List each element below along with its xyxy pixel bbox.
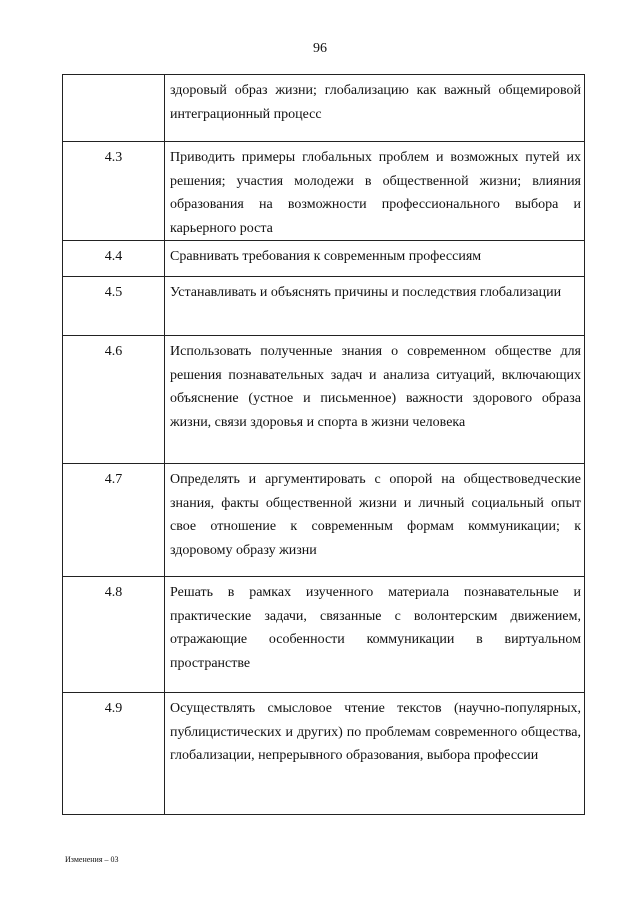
table-row <box>63 241 585 277</box>
table-row <box>63 336 585 464</box>
row-number <box>63 75 165 142</box>
row-text: Сравнивать требования к современным профессиям <box>165 241 585 277</box>
row-number: 4.8 <box>63 577 165 693</box>
row-text: Использовать полученные знания о современном обществе для решения познавательных задач и анализа ситуаций, включающих объяснение (устное и письменное) важности здорового образа жизни, связи здоровья и спорта в жизни человека <box>165 336 585 464</box>
page-number: 96 <box>313 41 327 56</box>
row-text: Осуществлять смысловое чтение текстов (научно-популярных, публицистических и других) по проблемам современного общества, глобализации, непрерывного образования, выбора профессии <box>165 693 585 815</box>
revision-footer: Изменения – 03 <box>65 855 119 864</box>
row-text: Решать в рамках изученного материала познавательные и практические задачи, связанные с волонтерским движением, отражающие особенности коммуникации в виртуальном пространстве <box>165 577 585 693</box>
table-row <box>63 693 585 815</box>
row-text: Устанавливать и объяснять причины и последствия глобализации <box>165 277 585 336</box>
row-text: здоровый образ жизни; глобализацию как важный общемировой интеграционный процесс <box>165 75 585 142</box>
table-row <box>63 464 585 577</box>
competency-table <box>62 74 585 815</box>
row-number: 4.3 <box>63 142 165 241</box>
table-row <box>63 75 585 142</box>
row-number: 4.7 <box>63 464 165 577</box>
row-number: 4.6 <box>63 336 165 464</box>
row-number: 4.5 <box>63 277 165 336</box>
table-row <box>63 577 585 693</box>
row-number: 4.4 <box>63 241 165 277</box>
row-text: Определять и аргументировать с опорой на обществоведческие знания, факты общественной жизни и личный социальный опыт свое отношение к современным формам коммуникации; к здоровому образу жизни <box>165 464 585 577</box>
row-number: 4.9 <box>63 693 165 815</box>
table-row <box>63 277 585 336</box>
row-text: Приводить примеры глобальных проблем и возможных путей их решения; участия молодежи в общественной жизни; влияния образования на возможности профессионального выбора и карьерного роста <box>165 142 585 241</box>
table-row <box>63 142 585 241</box>
